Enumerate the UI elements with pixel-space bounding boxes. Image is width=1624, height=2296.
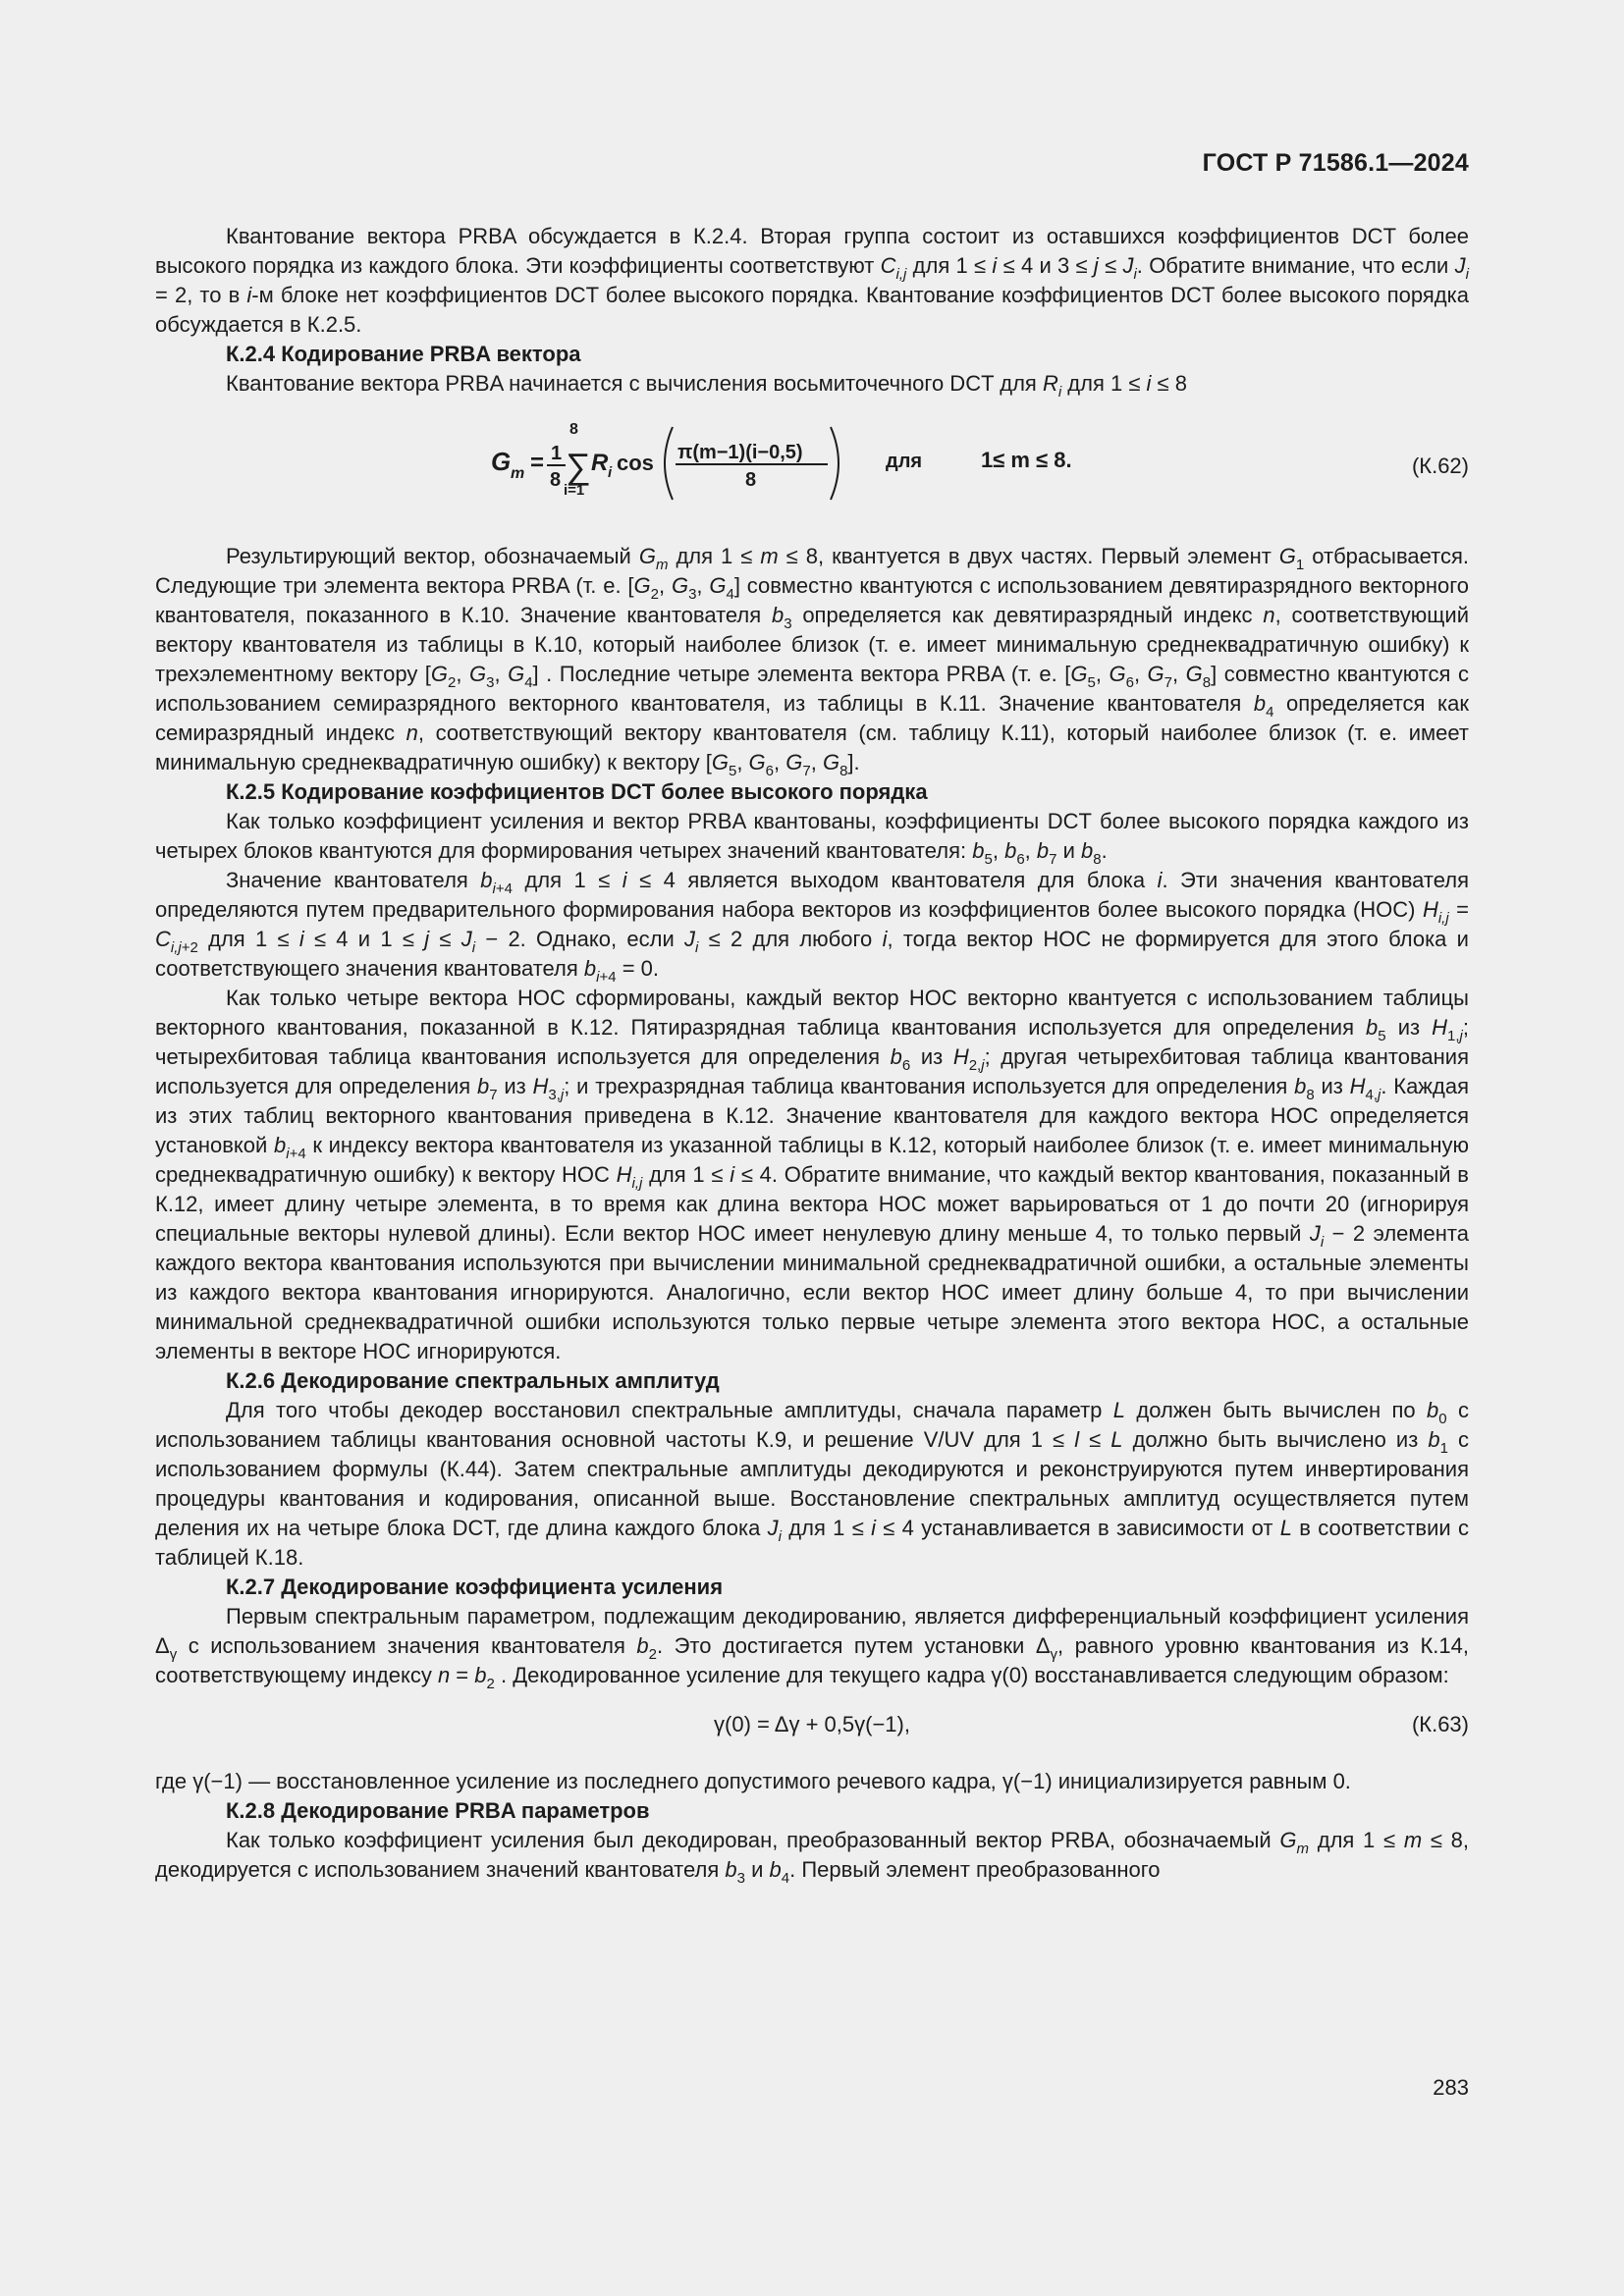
section-heading: К.2.7 Декодирование коэффициента усиления	[226, 1575, 724, 1599]
formula-frac-den: 8	[550, 469, 562, 491]
equation-number: (К.63)	[1411, 1712, 1469, 1736]
formula-inner-den: 8	[745, 469, 757, 491]
formula-frac-num: 1	[551, 443, 563, 464]
document-header: ГОСТ Р 71586.1—2024	[1202, 149, 1469, 177]
formula-cos: cos	[617, 451, 654, 475]
paragraph: Как только четыре вектора НОС сформированы, каждый вектор НОС векторно квантуется с использованием таблицы векторного квантования, показанной в К.12. Пятиразрядная таблица квантования используется для определения $b_5$ из $H_{1,j}$; четырехбитовая таблица квантования используется для определения $b_6$ из $H_{2,j}$; другая четырехбитовая таблица квантования используется для определения $b_7$ из $H_{3,j}$; и трехразрядная таблица квантования используется для определения $b_8$ из $H_{4,j}$. Каждая из этих таблиц векторного квантования приведена в К.12. Значение квантователя для каждого вектора НОС определяется установкой $b_{i+4}$ к индексу вектора квантователя из указанной таблицы в К.12, который наиболее близок (т. е. имеет минимальную среднеквадратичную ошибку) к вектору НОС $H_{i,j}$ для 1 ≤ i ≤ 4. Обратите внимание, что каждый вектор квантования, показанный в К.12, имеет длину четыре элемента, в то время как длина вектора НОС может варьироваться от 1 до почти 20 (игнорируя специальные векторы нулевой длины). Если вектор НОС имеет ненулевую длину меньше 4, то только первый $J_i - 2$ элемента каждого вектора квантования используются при вычислении минимальной среднеквадратичной ошибки, а остальные элементы из каждого вектора квантования игнорируются. Аналогично, если вектор НОС имеет длину больше 4, то при вычислении минимальной среднеквадратичной ошибки используются только первые четыре элемента этого вектора НОС, а остальные элементы в векторе НОС игнорируются.	[155, 986, 1470, 1363]
formula-k63	[155, 1702, 1469, 1747]
paragraph: Первым спектральным параметром, подлежащим декодированию, является дифференциальный коэффициент усиления $\Delta_\gamma$ с использованием значения квантователя $b_2$. Это достигается путем установки $\Delta_\gamma$, равного уровню квантования из К.14, соответствующему индексу $n = b_2$ . Декодированное усиление для текущего кадра γ(0) восстанавливается следующим образом:	[155, 1604, 1469, 1692]
section-heading: К.2.6 Декодирование спектральных амплитуд	[226, 1368, 720, 1393]
formula-lhs: G	[491, 447, 512, 476]
formula-for-word: для	[886, 451, 923, 472]
page-number: 283	[1433, 2075, 1469, 2100]
formula-sum-bottom: i=1	[564, 482, 585, 499]
formula-k62-graphic	[491, 402, 1100, 528]
sum-symbol: ∑	[566, 446, 591, 486]
section-heading: К.2.8 Декодирование PRBA параметров	[226, 1798, 650, 1823]
formula-lhs-sub: m	[511, 465, 525, 482]
formula-sum-top: 8	[569, 421, 578, 438]
formula-inner-num: π(m−1)(i−0,5)	[677, 442, 803, 463]
section-heading: К.2.4 Кодирование PRBA вектора	[226, 342, 581, 366]
equation-number: (К.62)	[1411, 454, 1469, 478]
formula-condition: 1≤ m ≤ 8.	[981, 448, 1072, 472]
paragraph: где γ(−1) — восстановленное усиление из последнего допустимого речевого кадра, γ(−1) инициализируется равным 0.	[155, 1769, 1351, 1793]
formula-k63-expr: γ(0) = Δγ + 0,5γ(−1),	[714, 1712, 910, 1736]
formula-eq: =	[530, 450, 545, 476]
document-body	[155, 222, 1469, 1885]
paragraph: Как только коэффициент усиления был декодирован, преобразованный вектор PRBA, обозначаемый $G_m$ для 1 ≤ m ≤ 8, декодируется с использованием значений квантователя $b_3$ и $b_4$. Первый элемент преобразованного	[155, 1828, 1469, 1887]
formula-term-sub: i	[608, 464, 613, 481]
paragraph: Для того чтобы декодер восстановил спектральные амплитуды, сначала параметр L должен быть вычислен по $b_0$ с использованием таблицы квантования основной частоты К.9, и решение V/UV для 1 ≤ l ≤ L должно быть вычислено из $b_1$ с использованием формулы (К.44). Затем спектральные амплитуды декодируются и реконструируются путем инвертирования процедуры квантования и кодирования, описанной выше. Восстановление спектральных амплитуд осуществляется путем деления их на четыре блока DCT, где длина каждого блока $J_i$ для 1 ≤ i ≤ 4 устанавливается в зависимости от L в соответствии с таблицей К.18.	[155, 1398, 1469, 1570]
paragraph: Как только коэффициент усиления и вектор PRBA квантованы, коэффициенты DCT более высокого порядка каждого из четырех блоков квантуются для формирования четырех значений квантователя: $b_5$, $b_6$, $b_7$ и $b_8$.	[155, 809, 1469, 868]
formula-k62	[155, 402, 1469, 528]
paragraph: Квантование вектора PRBA обсуждается в К.2.4. Вторая группа состоит из оставшихся коэффициентов DCT более высокого порядка из каждого блока. Эти коэффициенты соответствуют $C_{i,j}$ для 1 ≤ i ≤ 4 и $3 \le j \le J_i$. Обратите внимание, что если $J_i = 2$, то в i-м блоке нет коэффициентов DCT более высокого порядка. Квантование коэффициентов DCT более высокого порядка обсуждается в К.2.5.	[155, 224, 1469, 337]
paragraph: Квантование вектора PRBA начинается с вычисления восьмиточечного DCT для $R_i$ для 1 ≤ i ≤ 8	[226, 371, 1187, 400]
paragraph: Значение квантователя $b_{i+4}$ для 1 ≤ i ≤ 4 является выходом квантователя для блока i. Эти значения квантователя определяются путем предварительного формирования набора векторов из коэффициентов более высокого порядка (НОС) $H_{i,j} = C_{i,j+2}$ для 1 ≤ i ≤ 4 и $1 \le j \le J_i - 2$. Однако, если $J_i \le 2$ для любого i, тогда вектор НОС не формируется для этого блока и соответствующего значения квантователя $b_{i+4} = 0$.	[155, 868, 1469, 986]
section-heading: К.2.5 Кодирование коэффициентов DCT более высокого порядка	[226, 779, 928, 804]
paragraph: Результирующий вектор, обозначаемый $G_m$ для 1 ≤ m ≤ 8, квантуется в двух частях. Первый элемент $G_1$ отбрасывается. Следующие три элемента вектора PRBA (т. е. [$G_2$, $G_3$, $G_4$] совместно квантуются с использованием девятиразрядного векторного квантователя, показанного в К.10. Значение квантователя $b_3$ определяется как девятиразрядный индекс n, соответствующий вектору квантователя из таблицы в К.10, который наиболее близок (т. е. имеет минимальную среднеквадратичную ошибку) к трехэлементному вектору [$G_2$, $G_3$, $G_4$] . Последние четыре элемента вектора PRBA (т. е. [$G_5$, $G_6$, $G_7$, $G_8$] совместно квантуются с использованием семиразрядного векторного квантователя, из таблицы в К.11. Значение квантователя $b_4$ определяется как семиразрядный индекс n, соответствующий вектору квантователя (см. таблицу К.11), который наиболее близок (т. е. имеет минимальную среднеквадратичную ошибку) к вектору [$G_5$, $G_6$, $G_7$, $G_8$].	[155, 544, 1470, 779]
formula-term: R	[591, 450, 609, 476]
